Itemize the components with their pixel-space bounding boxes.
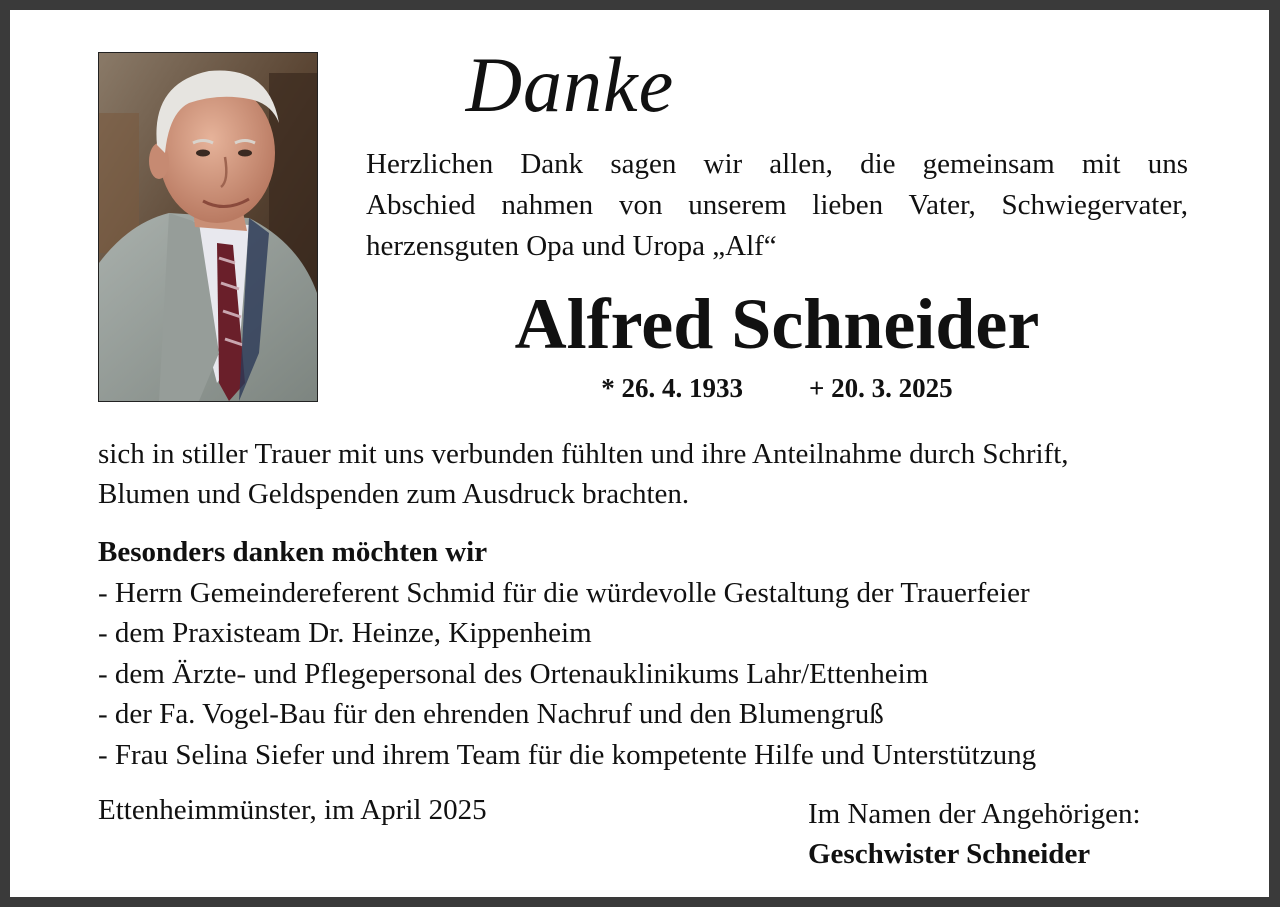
birth-date: * 26. 4. 1933 <box>601 373 744 403</box>
body-line: Blumen und Geldspenden zum Ausdruck brachten. <box>98 478 690 510</box>
thanks-item: - Herrn Gemeindereferent Schmid für die würdevolle Gestaltung der Trauerfeier <box>98 576 1030 609</box>
signature-family: Geschwister Schneider <box>808 838 1091 870</box>
special-thanks-title: Besonders danken möchten wir <box>98 536 488 568</box>
place-and-date: Ettenheimmünster, im April 2025 <box>98 794 487 826</box>
heading-danke: Danke <box>465 41 675 128</box>
deceased-name: Alfred Schneider <box>514 284 1040 364</box>
death-date: + 20. 3. 2025 <box>809 373 953 403</box>
body-paragraph <box>98 434 1198 514</box>
intro-line: Herzlichen Dank sagen wir allen, die gemeinsam mit uns <box>366 148 1188 180</box>
special-thanks <box>98 532 1198 775</box>
intro-line: Abschied nahmen von unserem lieben Vater, Schwiegervater, <box>366 189 1188 221</box>
thanks-item: - der Fa. Vogel-Bau für den ehrenden Nachruf und den Blumengruß <box>98 698 884 730</box>
thanks-item: - Frau Selina Siefer und ihrem Team für die kompetente Hilfe und Unterstützung <box>98 738 1037 771</box>
intro-paragraph <box>366 144 1188 267</box>
signature <box>808 794 1141 874</box>
obituary-card <box>10 10 1269 897</box>
signature-line: Im Namen der Angehörigen: <box>808 798 1141 830</box>
body-line: sich in stiller Trauer mit uns verbunden fühlten und ihre Anteilnahme durch Schrift, <box>98 438 1069 470</box>
life-dates <box>366 370 1188 406</box>
thanks-item: - dem Praxisteam Dr. Heinze, Kippenheim <box>98 617 592 649</box>
intro-line: herzensguten Opa und Uropa „Alf“ <box>366 230 777 262</box>
portrait-photo <box>98 52 318 402</box>
thanks-item: - dem Ärzte- und Pflegepersonal des Ortenauklinikums Lahr/Ettenheim <box>98 657 929 690</box>
